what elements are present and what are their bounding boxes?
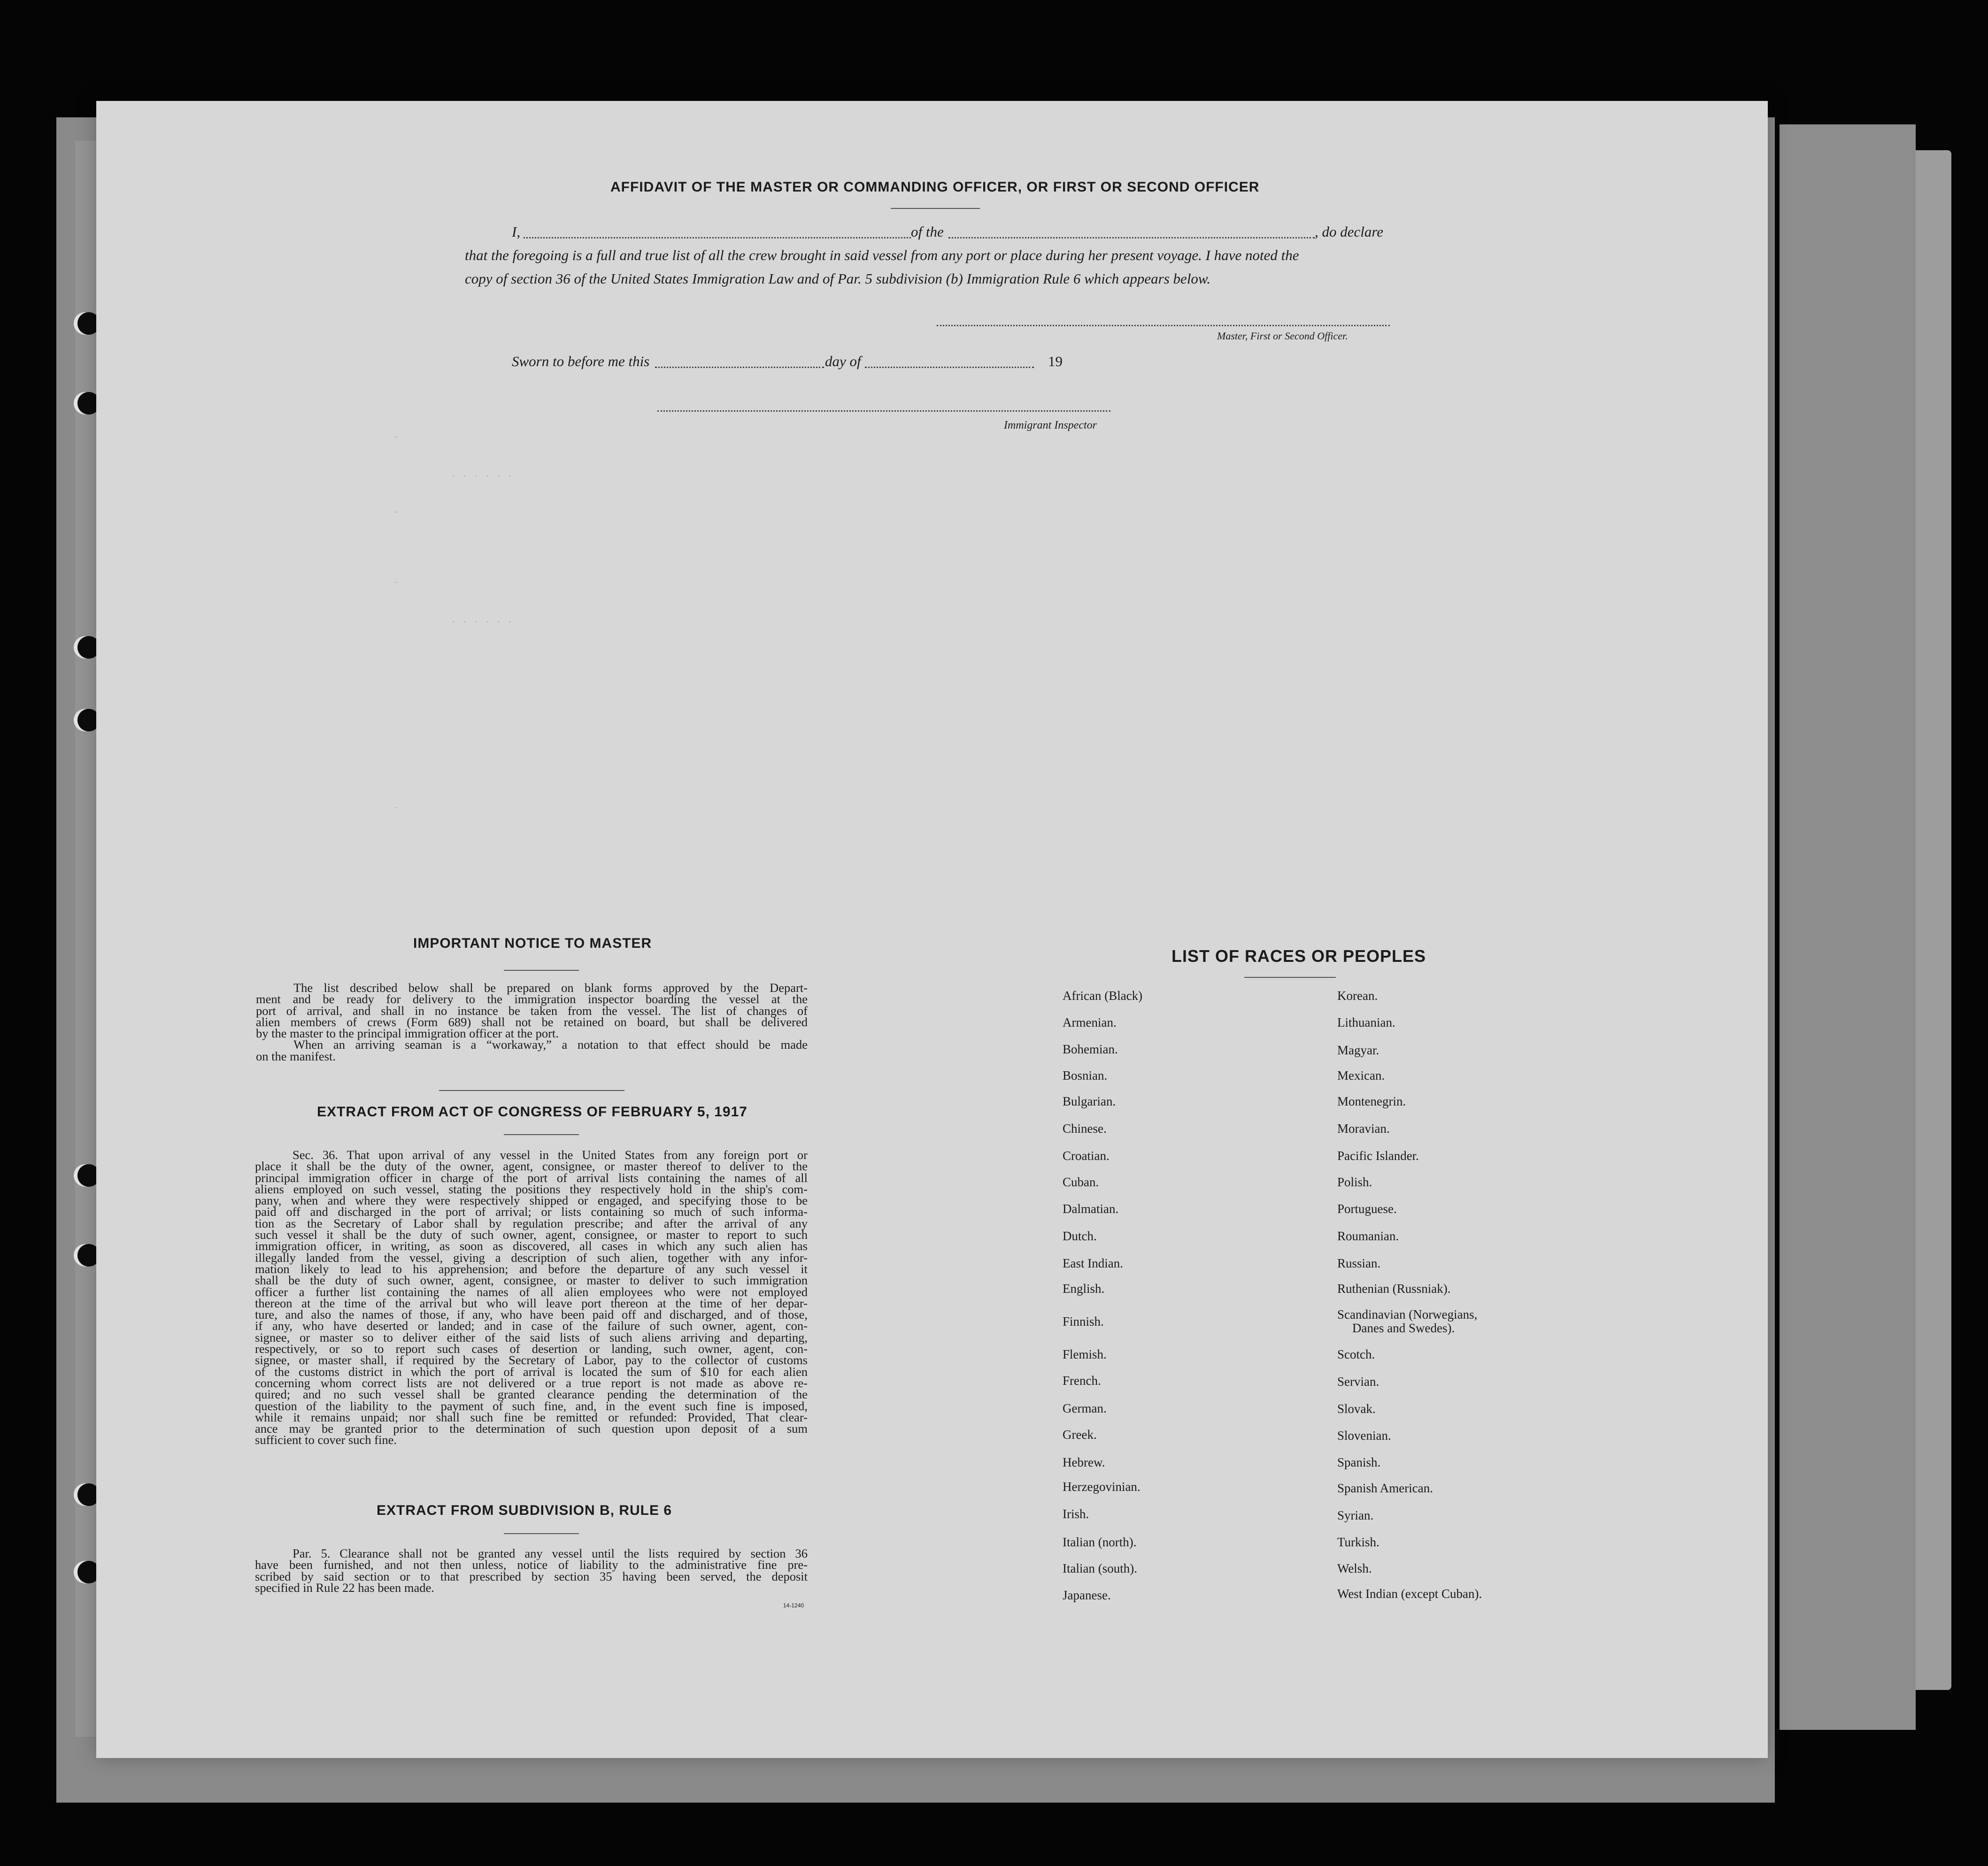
race-item: Danes and Swedes).: [1352, 1321, 1455, 1335]
rule-line: specified in Rule 22 has been made.: [255, 1580, 434, 1595]
race-item: Lithuanian.: [1337, 1015, 1395, 1029]
race-item: Armenian.: [1063, 1015, 1117, 1029]
act-line: immigration officer, in writing, as soon as discovered, all cases in which any such alien has: [255, 1239, 808, 1253]
race-item: Montenegrin.: [1337, 1094, 1406, 1108]
bleed-through-mark: -: [393, 803, 400, 814]
act-line: sufficient to cover such fine.: [255, 1433, 397, 1447]
race-item: Greek.: [1063, 1428, 1097, 1442]
notice-line: The list described below shall be prepared on blank forms approved by the Depart-: [293, 981, 808, 995]
act-line: signee, or master so to deliver either of the said lists of such aliens arriving and departing,: [255, 1330, 808, 1344]
race-item: Slovak.: [1337, 1402, 1376, 1416]
race-item: Polish.: [1337, 1175, 1372, 1189]
race-item: Herzegovinian.: [1063, 1480, 1140, 1494]
race-item: Bulgarian.: [1063, 1094, 1116, 1108]
act-line: mation likely to lead to his apprehension; and before the departure of any such vessel it: [255, 1261, 808, 1276]
race-item: East Indian.: [1063, 1256, 1123, 1270]
race-item: Magyar.: [1337, 1043, 1379, 1057]
race-item: Servian.: [1337, 1375, 1379, 1389]
sworn-year: 19: [1048, 353, 1063, 369]
race-item: Bosnian.: [1063, 1068, 1108, 1083]
race-item: Scandinavian (Norwegians,: [1337, 1307, 1478, 1321]
sworn-day-of: day of: [825, 353, 861, 369]
declaration-line-3: copy of section 36 of the United States Immigration Law and of Par. 5 subdivision (b) Immigration Rule 6 which appears below.: [465, 270, 1211, 287]
race-item: Syrian.: [1337, 1508, 1374, 1522]
race-item: Finnish.: [1063, 1314, 1104, 1328]
act-extract-paragraph: [255, 1149, 808, 1446]
rule-line: Par. 5. Clearance shall not be granted any vessel until the lists required by section 36: [293, 1546, 808, 1560]
act-line: place it shall be the duty of the owner, agent, consignee, or master thereof to deliver to the: [255, 1159, 808, 1174]
declaration-of-the: of the: [911, 223, 944, 240]
race-item: Mexican.: [1337, 1068, 1385, 1083]
race-item: Welsh.: [1337, 1561, 1372, 1575]
inspector-label: Immigrant Inspector: [1004, 419, 1097, 431]
race-item: Japanese.: [1063, 1588, 1111, 1602]
act-line: pany, when and where they were respectively shipped or engaged, and specifying those to be: [255, 1193, 808, 1208]
race-item: Pacific Islander.: [1337, 1149, 1419, 1163]
race-item: Irish.: [1063, 1507, 1089, 1521]
bleed-through-mark: . . . . . .: [451, 615, 513, 626]
divider: [439, 1090, 624, 1091]
bleed-through-mark: -: [393, 577, 400, 588]
race-item: Moravian.: [1337, 1121, 1390, 1136]
race-item: Ruthenian (Russniak).: [1337, 1282, 1451, 1296]
declaration-i: I,: [512, 223, 521, 240]
act-line: respectively, or so to report such cases of desertion or landing, such owner, agent, con-: [255, 1342, 808, 1356]
declaration-line-2: that the foregoing is a full and true list of all the crew brought in said vessel from any port or place during her present voyage. I have noted the: [465, 247, 1299, 263]
race-item: Italian (north).: [1063, 1535, 1137, 1549]
divider: [504, 1134, 579, 1135]
race-item: Turkish.: [1337, 1535, 1379, 1549]
act-line: ance may be granted prior to the determination of such question upon deposit of a sum: [255, 1421, 808, 1436]
divider: [1244, 977, 1336, 978]
act-line: Sec. 36. That upon arrival of any vessel in the United States from any foreign port or: [293, 1148, 808, 1162]
race-item: German.: [1063, 1401, 1107, 1415]
back-sheet-right: [1780, 124, 1916, 1730]
act-line: illegally landed from the vessel, giving a description of such alien, together with any infor-: [255, 1250, 808, 1265]
act-line: of the customs district in which the port of arrival is located the sum of $10 for each alien: [255, 1364, 808, 1379]
act-line: ture, and also the names of those, if any, who have been paid off and discharged, and of those,: [255, 1307, 808, 1322]
bleed-through-mark: . . . . . .: [451, 469, 513, 480]
notice-line: on the manifest.: [256, 1049, 336, 1063]
act-line: officer a further list containing the names of all alien employees who were not employed: [255, 1284, 808, 1299]
divider: [504, 970, 579, 971]
notice-line: ment and be ready for delivery to the immigration inspector boarding the vessel at the: [256, 992, 808, 1006]
act-line: concerning whom correct lists are not delivered or a true report is not made as above re-: [255, 1375, 808, 1390]
bleed-through-mark: -: [393, 432, 400, 443]
race-item: Dutch.: [1063, 1229, 1097, 1243]
race-item: Portuguese.: [1337, 1202, 1397, 1216]
race-item: West Indian (except Cuban).: [1337, 1587, 1482, 1601]
divider: [891, 208, 980, 209]
act-line: tion as the Secretary of Labor shall by regulation prescribe; and after the arrival of any: [255, 1216, 808, 1230]
act-line: shall be the duty of such owner, agent, consignee, or master to deliver to such immigration: [255, 1273, 808, 1288]
act-line: question of the liability to the payment of such fine, and, in the event such fine is imposed,: [255, 1398, 808, 1413]
races-heading: LIST OF RACES OR PEOPLES: [1171, 946, 1426, 966]
act-line: signee, or master shall, if required by the Secretary of Labor, pay to the collector of customs: [255, 1353, 808, 1367]
inspector-signature-line[interactable]: [657, 410, 1110, 412]
race-item: Spanish American.: [1337, 1481, 1433, 1495]
race-item: Scotch.: [1337, 1347, 1375, 1361]
rule-extract-paragraph: [255, 1548, 808, 1593]
notice-line: by the master to the principal immigration officer at the port.: [256, 1026, 559, 1041]
act-line: principal immigration officer in charge of the port of arrival lists containing the names of all: [255, 1170, 808, 1185]
race-item: Korean.: [1337, 989, 1378, 1003]
race-item: Dalmatian.: [1063, 1202, 1119, 1216]
race-item: Spanish.: [1337, 1455, 1381, 1469]
race-item: Russian.: [1337, 1256, 1381, 1270]
notice-paragraph: [256, 982, 808, 1062]
race-item: Cuban.: [1063, 1175, 1099, 1189]
race-item: African (Black): [1063, 989, 1143, 1003]
act-line: while it remains unpaid; nor shall such fine be remitted or refunded: Provided, That clear-: [255, 1410, 808, 1424]
notice-line: port of arrival, and shall in no instance be taken from the vessel. The list of changes of: [256, 1003, 808, 1018]
form-number: 14-1240: [783, 1602, 804, 1609]
act-line: quired; and no such vessel shall be granted clearance pending the determination of the: [255, 1387, 808, 1402]
race-item: Croatian.: [1063, 1149, 1110, 1163]
sworn-text: Sworn to before me this: [512, 353, 650, 369]
race-item: English.: [1063, 1282, 1105, 1296]
rule-line: scribed by said section or to that prescribed by section 35 having been served, the deposit: [255, 1569, 808, 1583]
act-line: if any, who have deserted or landed; and in case of the failure of such owner, agent, con-: [255, 1319, 808, 1333]
race-item: Flemish.: [1063, 1347, 1107, 1361]
document-page: [96, 101, 1768, 1758]
sworn-month-line[interactable]: [865, 367, 1034, 368]
notice-line: alien members of crews (Form 689) shall not be retained on board, but shall be delivered: [256, 1014, 808, 1029]
race-item: Roumanian.: [1337, 1229, 1399, 1243]
race-item: Hebrew.: [1063, 1455, 1105, 1469]
race-item: Italian (south).: [1063, 1561, 1137, 1575]
rule-line: have been furnished, and not then unless, notice of liability to the administrative fine pre-: [255, 1558, 808, 1572]
race-item: Bohemian.: [1063, 1042, 1118, 1056]
race-item: Chinese.: [1063, 1121, 1107, 1136]
sworn-day-line[interactable]: [655, 367, 824, 368]
race-item: Slovenian.: [1337, 1428, 1391, 1443]
bleed-through-mark: -: [393, 507, 400, 518]
affidavit-heading: AFFIDAVIT OF THE MASTER OR COMMANDING OFFICER, OR FIRST OR SECOND OFFICER: [610, 179, 1260, 195]
notice-line: When an arriving seaman is a “workaway,” a notation to that effect should be made: [293, 1037, 808, 1052]
act-line: thereon at the time of the arrival but who will leave port thereon at the time of her depar-: [255, 1296, 808, 1310]
act-extract-heading: EXTRACT FROM ACT OF CONGRESS OF FEBRUARY 5, 1917: [317, 1104, 747, 1120]
name-field-line[interactable]: [524, 237, 911, 238]
rule-extract-heading: EXTRACT FROM SUBDIVISION B, RULE 6: [377, 1503, 672, 1518]
divider: [504, 1533, 579, 1534]
master-signature-line[interactable]: [937, 325, 1390, 326]
notice-heading: IMPORTANT NOTICE TO MASTER: [413, 936, 652, 951]
vessel-field-line[interactable]: [948, 237, 1315, 238]
act-line: paid off and discharged in the port of arrival; or lists containing so much of such informa-: [255, 1205, 808, 1219]
act-line: aliens employed on such vessel, stating the positions they respectively hold in the ship's com-: [255, 1182, 808, 1196]
master-signature-label: Master, First or Second Officer.: [1217, 330, 1348, 342]
declaration-do-declare: , do declare: [1315, 223, 1384, 240]
race-item: French.: [1063, 1374, 1101, 1388]
act-line: such vessel it shall be the duty of such owner, agent, consignee, or master to report to such: [255, 1228, 808, 1242]
